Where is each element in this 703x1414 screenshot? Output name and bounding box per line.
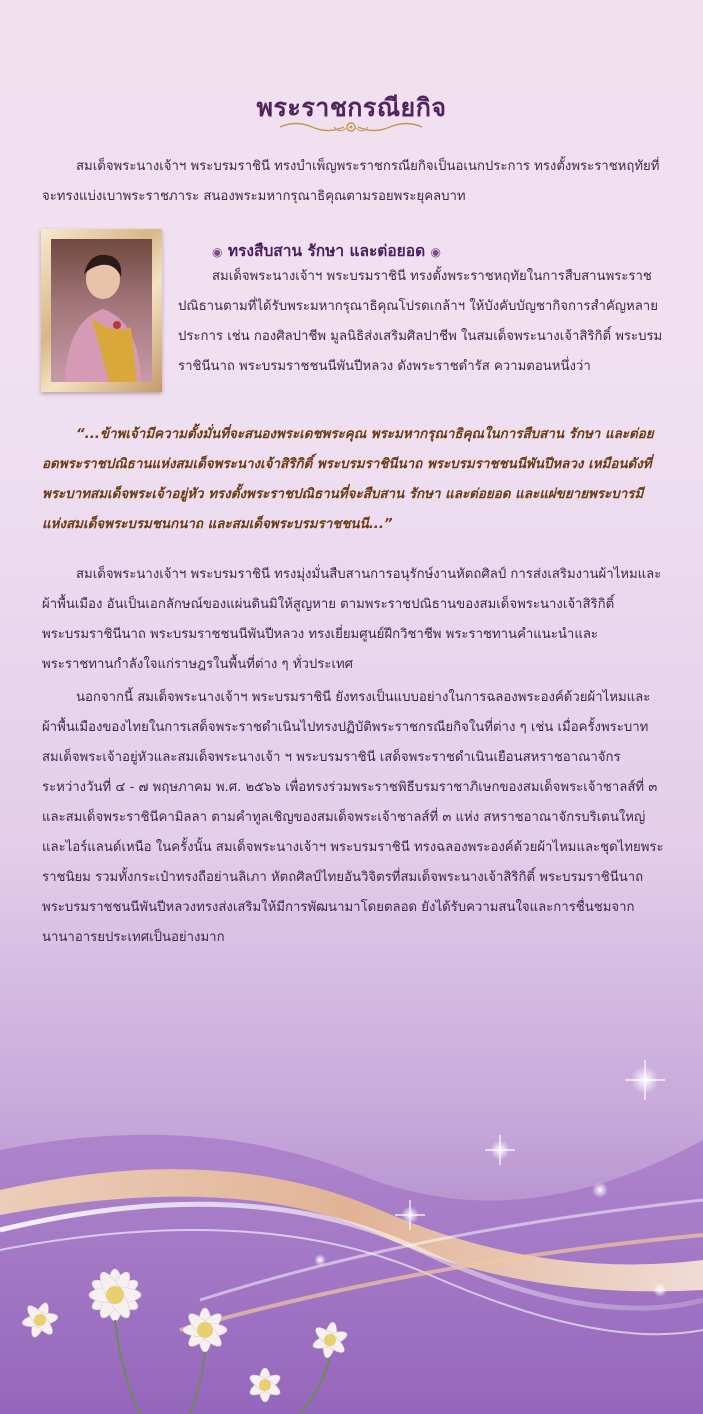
paragraph-2: นอกจากนี้ สมเด็จพระนางเจ้าฯ พระบรมราชินี ยังทรงเป็นแบบอย่างในการฉลองพระองค์ด้วยผ้าไหมและผ้าพื้นเมืองของไทยในการเสด็จพระราชดำเนินไปทรงปฏิบัติพระราชกรณียกิจในที่ต่าง ๆ เช่น เมื่อครั้งพระบาทสมเด็จพระเจ้าอยู่หัวและสมเด็จพระนางเจ้า ฯ พระบรมราชินี เสด็จพระราชดำเนินเยือนสหราชอาณาจักร ระหว่างวันที่ ๔ - ๗ พฤษภาคม พ.ศ. ๒๕๖๖ เพื่อทรงร่วมพระราชพิธีบรมราชาภิเษกของสมเด็จพระเจ้าชาลส์ที่ ๓ และสมเด็จพระราชินีคามิลลา ตามคำทูลเชิญของสมเด็จพระเจ้าชาลส์ที่ ๓ แห่ง สหราชอาณาจักรบริเตนใหญ่และไอร์แลนด์เหนือ ในครั้งนั้น สมเด็จพระนางเจ้าฯ พระบรมราชินี ทรงฉลองพระองค์ด้วยผ้าไหมและชุดไทยพระราชนิยม รวมทั้งกระเป๋าทรงถือย่านลิเภา หัตถศิลป์ไทยอันวิจิตรที่สมเด็จพระนางเจ้าสิริกิติ์ พระบรมราชินีนาถ พระบรมราชชนนีพันปีหลวงทรงส่งเสริมให้มีการพัฒนามาโดยตลอด ยังได้รับความสนใจและการชื่นชมจากนานาอารยประเทศเป็นอย่างมาก (42, 690, 664, 945)
section-heading (212, 238, 441, 263)
portrait-frame (41, 229, 162, 392)
portrait-figure (51, 239, 152, 382)
intro-paragraph: สมเด็จพระนางเจ้าฯ พระบรมราชินี ทรงบำเพ็ญพระราชกรณียกิจเป็นอเนกประการ ทรงตั้งพระราชหฤทัยที่จะทรงแบ่งเบาพระราชภาระ สนองพระมหากรุณาธิคุณตามรอยพระยุคลบาท (42, 159, 660, 204)
royal-quote: “...ข้าพเจ้ามีความตั้งมั่นที่จะสนองพระเดชพระคุณ พระมหากรุณาธิคุณในการสืบสาน รักษา และต่อยอดพระราชปณิธานแห่งสมเด็จพระนางเจ้าสิริกิติ์ พระบรมราชินีนาถ พระบรมราชชนนีพันปีหลวง เหมือนดังที่พระบาทสมเด็จพระเจ้าอยู่หัว ทรงตั้งพระราชปณิธานที่จะสืบสาน รักษา และต่อยอด และแผ่ขยายพระบารมีแห่งสมเด็จพระบรมชนกนาถ และสมเด็จพระบรมราชชนนี...” (42, 427, 654, 532)
gold-scroll-ornament-icon (276, 118, 426, 136)
portrait-image (51, 239, 152, 382)
paragraph-1: สมเด็จพระนางเจ้าฯ พระบรมราชินี ทรงมุ่งมั่นสืบสานการอนุรักษ์งานหัตถศิลป์ การส่งเสริมงานผ้าไหมและผ้าพื้นเมือง อันเป็นเอกลักษณ์ของแผ่นดินมิให้สูญหาย ตามพระราชปณิธานของสมเด็จพระนางเจ้าสิริกิติ์ พระบรมราชินีนาถ พระบรมราชชนนีพันปีหลวง ทรงเยี่ยมศูนย์ฝึกวิชาชีพ พระราชทานคำแนะนำและพระราชทานกำลังใจแก่ราษฎรในพื้นที่ต่าง ๆ ทั่วประเทศ (42, 567, 662, 672)
page-title: พระราชกรณียกิจ (256, 93, 447, 122)
section-body: สมเด็จพระนางเจ้าฯ พระบรมราชินี ทรงตั้งพระราชหฤทัยในการสืบสานพระราชปณิธานตามที่ได้รับพระมหากรุณาธิคุณโปรดเกล้าฯ ให้บังคับบัญชากิจการสำคัญหลายประการ เช่น กองศิลปาชีพ มูลนิธิส่งเสริมศิลปาชีพ ในสมเด็จพระนางเจ้าสิริกิติ์ พระบรมราชินีนาถ พระบรมราชชนนีพันปีหลวง ดังพระราชดำรัส ความตอนหนึ่งว่า (178, 269, 663, 374)
flower-bullet-icon: ◉ (430, 245, 442, 259)
section-heading-text: ทรงสืบสาน รักษา และต่อยอด (227, 242, 426, 260)
floral-wave-decoration (0, 1000, 703, 1414)
flower-bullet-icon: ◉ (212, 245, 223, 259)
